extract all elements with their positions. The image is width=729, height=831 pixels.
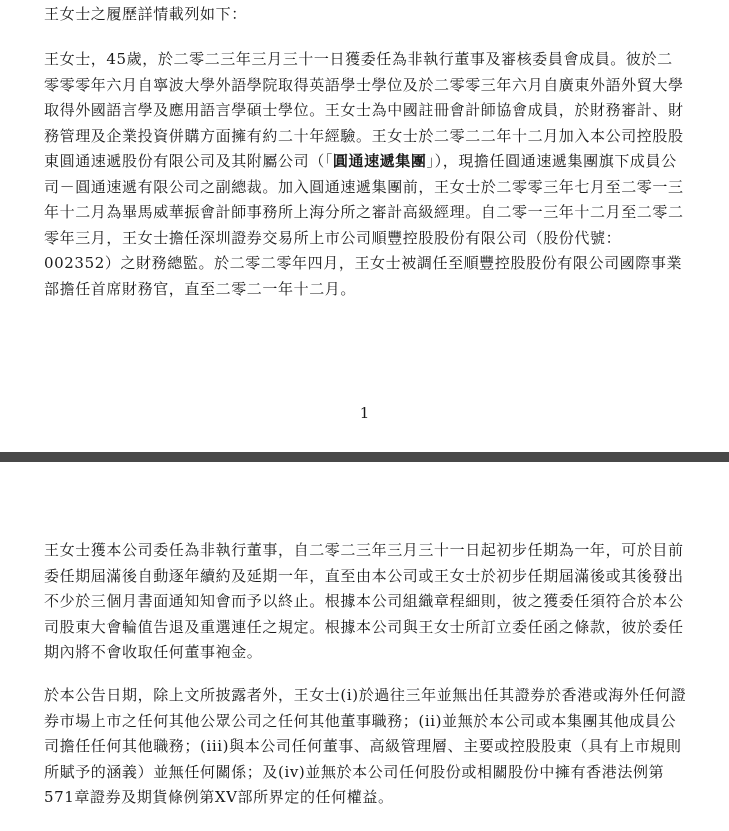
appointment-term-paragraph [44,538,688,666]
defined-term-yto-group: 圓通速遞集團 [332,152,427,170]
biography-heading-text: 王女士之履歷詳情載列如下： [44,5,247,23]
biography-heading [44,2,688,28]
disclosure-paragraph [44,683,688,811]
appointment-term-text: 王女士獲本公司委任為非執行董事，自二零二三年三月三十一日起初步任期為一年，可於目前委任期屆滿後自動逐年續約及延期一年，直至由本公司或王女士於初步任期屆滿後或其後發出不少於三個月書面通知知會而予以終止。根據本公司組織章程細則，彼之獲委任須符合於本公司股東大會輪值告退及重選連任之規定。根據本公司與王女士所訂立委任函之條款，彼於委任期內將不會收取任何董事袍金。 [44,541,684,661]
page-separator [0,452,729,462]
disclosure-text: 於本公告日期，除上文所披露者外，王女士(i)於過往三年並無出任其證券於香港或海外任何證券市場上市之任何其他公眾公司之任何其他董事職務；(ii)並無於本公司或本集團其他成員公司擔任任何其他職務；(iii)與本公司任何董事、高級管理層、主要或控股股東（具有上市規則所賦予的涵義）並無任何關係；及(iv)並無於本公司任何股份或相關股份中擁有香港法例第571章證券及期貨條例第XV部所界定的任何權益。 [44,686,687,806]
biography-text [44,47,688,302]
biography-paragraph [44,47,688,302]
biography-text-part1: 王女士，45歲，於二零二三年三月三十一日獲委任為非執行董事及審核委員會成員。彼於二零零零年六月自寧波大學外語學院取得英語學士學位及於二零零三年六月自廣東外語外貿大學取得外國語言學及應用語言學碩士學位。王女士為中國註冊會計師協會成員，於財務審計、財務管理及企業投資併購方面擁有約二十年經驗。王女士於二零二二年十二月加入本公司控股股東圓通速遞股份有限公司及其附屬公司（「 [44,50,684,170]
page-number: 1 [359,404,370,422]
document-page-2 [0,462,729,831]
biography-text-part2: 」），現擔任圓通速遞集團旗下成員公司－圓通速遞有限公司之副總裁。加入圓通速遞集團前，王女士於二零零三年七月至二零一三年十二月為畢馬威華振會計師事務所上海分所之審計高級經理。自二零一三年十二月至二零二零年三月，王女士擔任深圳證券交易所上市公司順豐控股股份有限公司（股份代號：002352）之財務總監。於二零二零年四月，王女士被調任至順豐控股股份有限公司國際事業部擔任首席財務官，直至二零二一年十二月。 [44,152,684,298]
